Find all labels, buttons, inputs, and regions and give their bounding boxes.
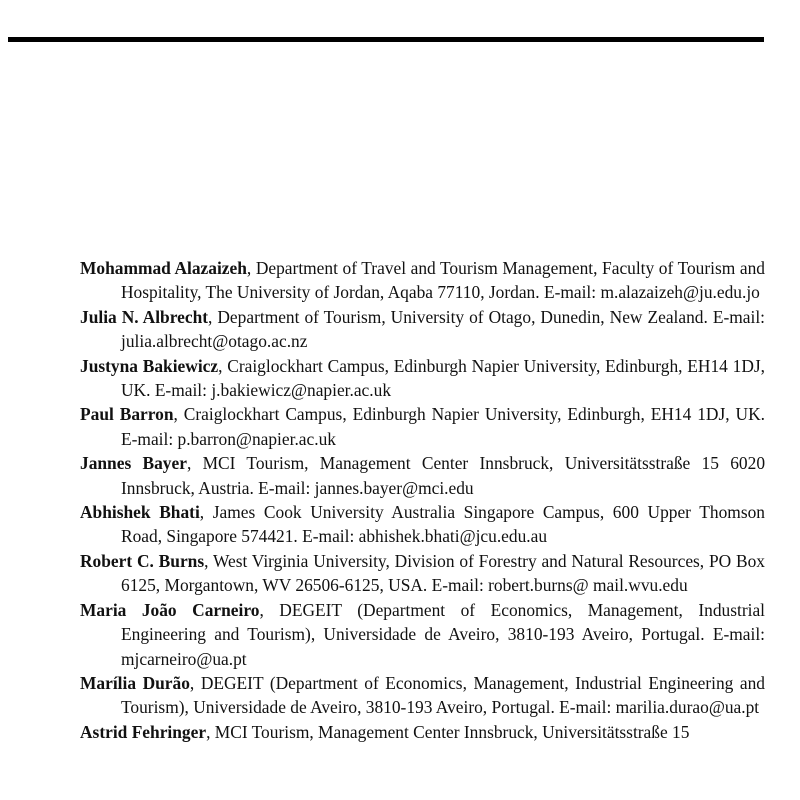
contributor-name: Astrid Fehringer <box>80 721 207 742</box>
contributor-name: Robert C. Burns <box>80 550 205 571</box>
contributor-entry <box>80 354 765 403</box>
contributor-name: Paul Barron <box>80 404 174 425</box>
contributor-details: , Department of Travel and Tourism Management, Faculty of Tourism and Hospitality, The University of Jordan, Aqaba 77110, Jordan. E-mail: m.alazaizeh@ju.edu.jo <box>121 258 765 303</box>
contributor-details: , West Virginia University, Division of Forestry and Natural Resources, PO Box 6125, Morgantown, WV 26506-6125, USA. E-mail: robert.burns@ mail.wvu.edu <box>121 550 765 596</box>
contributor-details: , DEGEIT (Department of Economics, Management, Industrial Engineering and Tourism), Universidade de Aveiro, 3810-193 Aveiro, Portugal. E-mail: marilia.durao@ua.pt <box>121 672 765 718</box>
contributor-details: , James Cook University Australia Singapore Campus, 600 Upper Thomson Road, Singapore 574421. E-mail: abhishek.bhati@jcu.edu.au <box>121 502 765 547</box>
contributor-name: Marília Durão <box>80 672 190 693</box>
contributor-entry <box>80 720 765 744</box>
contributor-entry <box>80 671 765 720</box>
contributor-entry <box>80 549 765 598</box>
contributor-list <box>80 256 765 744</box>
contributor-details: , MCI Tourism, Management Center Innsbruck, Universitätsstraße 15 6020 Innsbruck, Austria. E-mail: jannes.bayer@mci.edu <box>121 453 766 498</box>
contributor-name: Mohammad Alazaizeh <box>80 258 247 278</box>
contributor-details: , Craiglockhart Campus, Edinburgh Napier University, Edinburgh, EH14 1DJ, UK. E-mail: j.bakiewicz@napier.ac.uk <box>121 355 765 401</box>
contributor-details: , DEGEIT (Department of Economics, Management, Industrial Engineering and Tourism), Universidade de Aveiro, 3810-193 Aveiro, Portugal. E-mail: mjcarneiro@ua.pt <box>121 599 765 669</box>
contributor-entry <box>80 256 765 305</box>
contributor-details: , Craiglockhart Campus, Edinburgh Napier University, Edinburgh, EH14 1DJ, UK. E-mail: p.barron@napier.ac.uk <box>121 404 765 449</box>
contributor-entry <box>80 451 765 500</box>
contributor-entry <box>80 305 765 354</box>
contributor-details: , MCI Tourism, Management Center Innsbruck, Universitätsstraße 15 <box>206 721 690 742</box>
contributor-name: Abhishek Bhati <box>80 502 200 523</box>
contributor-name: Justyna Bakiewicz <box>80 355 219 376</box>
contributor-name: Maria João Carneiro <box>80 599 260 620</box>
contributor-entry <box>80 402 765 451</box>
contributor-name: Julia N. Albrecht <box>80 306 209 327</box>
top-rule <box>8 37 764 42</box>
contributor-entry <box>80 500 765 549</box>
contributor-name: Jannes Bayer <box>80 453 187 474</box>
contributor-details: , Department of Tourism, University of Otago, Dunedin, New Zealand. E-mail: julia.albrecht@otago.ac.nz <box>121 306 765 352</box>
contributor-entry <box>80 598 765 671</box>
